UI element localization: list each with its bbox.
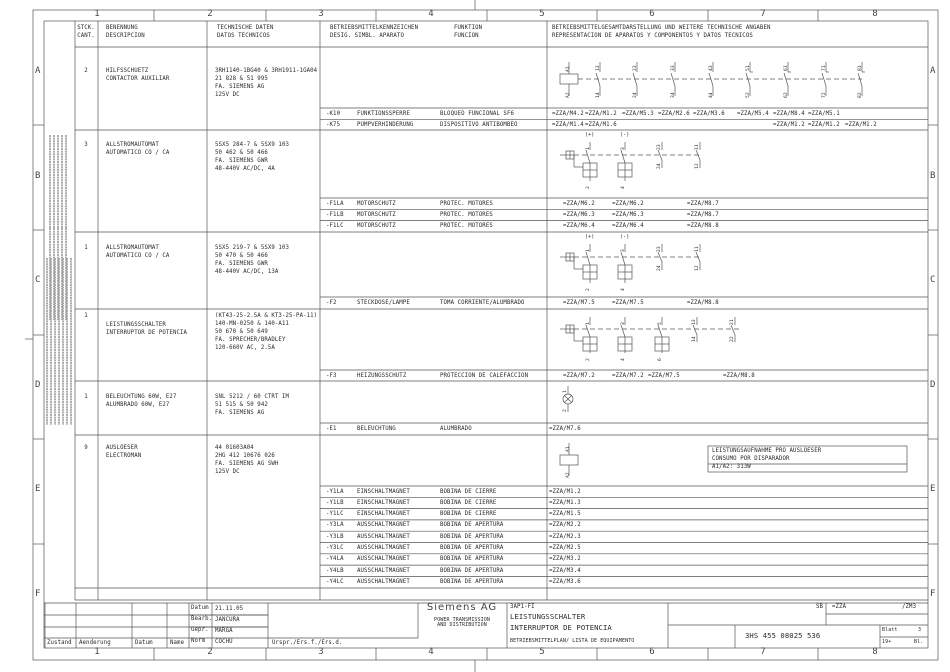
cross-reference: =ZZA/M8.8 [723, 372, 755, 379]
cross-reference: =ZZA/M1.2 [585, 110, 617, 117]
approval-label: Gepr. [191, 627, 209, 633]
column-number: 5 [539, 647, 545, 657]
coil-symbol [560, 74, 578, 84]
device-designation: -Y3LC [326, 545, 344, 551]
rule-line [586, 252, 590, 265]
item-description: ALLSTROMAUTOMAT [106, 142, 159, 148]
info-box-text: A1/A2: 313W [712, 464, 751, 471]
terminal-label: 34 [671, 92, 676, 98]
cross-reference: =ZZA/M7.5 [612, 299, 644, 306]
item-tech-data: 51 515 & 50 942 [215, 402, 268, 408]
item-quantity: 1 [84, 245, 88, 251]
column-number: 2 [207, 9, 213, 19]
terminal-label: 24 [657, 163, 662, 169]
terminal-label: 24 [657, 265, 662, 271]
cross-reference: =ZZA/M1.5 [549, 511, 581, 518]
terminal-label: 51 [746, 65, 751, 71]
header-function: FUNCION [454, 33, 479, 39]
header-tech-data: TECHNISCHE DATEN [217, 25, 274, 31]
terminal-label: 14 [596, 92, 601, 98]
no-contact-symbol [633, 73, 637, 86]
device-function-de: EINSCHALTMAGNET [357, 488, 410, 495]
item-tech-data: FA. SIEMENS GWR [215, 261, 268, 267]
device-function-de: AUSSCHALTMAGNET [357, 533, 410, 540]
device-designation: -F1LC [326, 223, 344, 230]
cross-reference: =ZZA/M1.6 [585, 121, 617, 128]
cross-reference: =ZZA/M7.6 [549, 425, 581, 432]
item-tech-data: 125V DC [215, 469, 240, 475]
device-designation: -E1 [326, 425, 337, 432]
row-letter: E [35, 484, 41, 494]
row-letter: B [35, 171, 41, 181]
item-tech-data: 48-440V AC/DC, 4A [215, 166, 275, 172]
item-tech-data: FA. SIEMENS AG [215, 84, 265, 90]
drawing-number: 3HS 455 08025 536 [745, 631, 821, 640]
cross-reference: =ZZA/M6.4 [563, 223, 595, 230]
item-tech-data: FA. SIEMENS AG SWH [215, 461, 279, 467]
item-tech-data: 5SX5 284-7 & 5SX9 103 [215, 142, 290, 148]
rule-line [586, 325, 590, 337]
column-number: 3 [318, 9, 324, 19]
device-function-es: BOBINA DE CIERRE [440, 488, 497, 495]
cross-reference: =ZZA/M7.2 [563, 372, 595, 379]
device-designation: -Y1LC [326, 511, 344, 518]
device-designation: -F1LB [326, 211, 344, 218]
rule-line [621, 150, 625, 163]
sheet-label: Blatt [882, 627, 898, 633]
row-letter: E [930, 484, 936, 494]
cross-reference: =ZZA/M1.2 [845, 121, 877, 128]
no-contact-symbol [709, 73, 713, 86]
approval-label: Norm [191, 638, 206, 644]
revision-label: Name [170, 640, 185, 646]
device-function-de: MOTORSCHUTZ [357, 223, 396, 230]
approval-value: 21.11.05 [215, 605, 244, 612]
device-function-es: BOBINA DE CIERRE [440, 511, 497, 518]
cross-reference: =ZZA/M3.6 [693, 110, 725, 117]
info-box-text: CONSUMO POR DISPARADOR [712, 455, 790, 462]
sheet-number: 3 [918, 627, 922, 633]
rule-line [693, 325, 697, 335]
item-tech-data: 50 670 & 50 649 [215, 329, 268, 335]
item-tech-data: 125V DC [215, 92, 240, 98]
terminal-label: 12 [695, 265, 700, 271]
item-tech-data: FA. SIEMENS AG [215, 410, 265, 416]
device-function-es: PROTEC. MOTORES [440, 211, 493, 218]
column-number: 1 [94, 647, 100, 657]
device-function-es: BOBINA DE APERTURA [440, 578, 504, 585]
terminal-label: 52 [746, 92, 751, 98]
item-tech-data: 44 01603A04 [215, 445, 254, 451]
terminal-label: 1 [586, 322, 591, 325]
device-function-de: BELEUCHTUNG [357, 425, 396, 432]
approval-value: COCHU [215, 638, 233, 645]
header-description: BENENNUNG [106, 25, 138, 31]
terminal-label: 24 [633, 92, 638, 98]
terminal-label: A2 [566, 92, 571, 98]
device-function-de: MOTORSCHUTZ [357, 200, 396, 207]
item-description: INTERRUPTOR DE POTENCIA [106, 330, 188, 336]
device-function-de: HEIZUNGSSCHUTZ [357, 372, 407, 379]
no-contact-symbol [671, 73, 675, 86]
cross-reference: =ZZA/M1.3 [549, 499, 581, 506]
column-number: 8 [872, 9, 878, 19]
row-letter: A [35, 66, 41, 76]
drawing-title-code: 3AP1-FI [510, 604, 535, 610]
header-qty: CANT. [77, 33, 95, 39]
column-number: 4 [428, 647, 434, 657]
terminal-label: 22 [730, 336, 735, 342]
cross-reference: =ZZA/M3.2 [549, 556, 581, 563]
item-description: CONTACTOR AUXILIAR [106, 76, 170, 82]
terminal-label: A1 [566, 66, 571, 72]
device-function-es: BOBINA DE APERTURA [440, 556, 504, 563]
terminal-label: 2 [586, 358, 591, 361]
row-letter: A [930, 66, 936, 76]
approval-label: Bearb. [191, 616, 213, 622]
header-designation: DESIG. SIMBL. APARATO [330, 33, 405, 39]
company-division: POWER TRANSMISSION [434, 617, 490, 623]
device-designation: -Y3LA [326, 522, 344, 529]
header-description: DESCRIPCION [106, 33, 145, 39]
item-quantity: 2 [84, 68, 88, 74]
header-designation: BETRIEBSMITTELKENNZEICHEN [330, 25, 419, 31]
cross-reference: =ZZA/M1.4 [552, 121, 584, 128]
terminal-label: 4 [621, 288, 626, 291]
cross-reference: =ZZA/M6.4 [612, 223, 644, 230]
cross-reference: =ZZA/M8.7 [687, 200, 719, 207]
item-description: LEISTUNGSSCHALTER [106, 322, 166, 328]
polarity-label: (-) [620, 234, 630, 240]
terminal-label: 13 [596, 65, 601, 71]
terminal-label: 5 [658, 322, 663, 325]
cross-reference: =ZZA/M2.5 [549, 545, 581, 551]
item-tech-data: 5SX5 219-7 & 5SX9 103 [215, 245, 290, 251]
cross-reference: =ZZA/M8.4 [773, 110, 805, 117]
terminal-label: 13 [692, 319, 697, 325]
item-tech-data: 140-MN-0250 & 140-A11 [215, 321, 290, 327]
device-function-de: AUSSCHALTMAGNET [357, 545, 410, 551]
terminal-label: 43 [709, 65, 714, 71]
device-function-de: AUSSCHALTMAGNET [357, 578, 410, 585]
rule-line [621, 252, 625, 265]
header-qty: STCK. [77, 25, 95, 31]
device-designation: -Y3LB [326, 533, 344, 540]
cross-reference: =ZZA/M6.3 [563, 211, 595, 218]
device-function-de: AUSSCHALTMAGNET [357, 567, 410, 574]
rule-line [731, 325, 735, 335]
item-description: AUTOMATICO CO / CA [106, 150, 170, 156]
cross-reference: =ZZA/M1.2 [549, 488, 581, 495]
item-tech-data: FA. SPRECHER/BRADLEY [215, 337, 286, 343]
terminal-label: 2 [586, 186, 591, 189]
cross-reference: =ZZA/M3.6 [549, 578, 581, 585]
item-quantity: 1 [84, 394, 88, 400]
sheets-total: 19+ [882, 639, 892, 645]
cross-reference: =ZZA/M7.5 [563, 299, 595, 306]
terminal-label: 4 [621, 358, 626, 361]
cross-reference: =ZZA/M3.4 [549, 567, 581, 574]
column-number: 4 [428, 9, 434, 19]
terminal-label: 1 [563, 390, 568, 393]
terminal-label: 12 [695, 163, 700, 169]
cross-reference: =ZZA/M5.1 [808, 110, 840, 117]
approval-label: Datum [191, 605, 209, 611]
device-function-es: BOBINA DE APERTURA [440, 522, 504, 529]
cross-reference: =ZZA/M6.2 [563, 200, 595, 207]
header-tech-data: DATOS TECHNICOS [217, 33, 270, 39]
terminal-label: 23 [657, 246, 662, 252]
terminal-label: 14 [692, 336, 697, 342]
cross-reference: =ZZA/M5.4 [737, 110, 769, 117]
device-function-es: BOBINA DE CIERRE [440, 499, 497, 506]
device-function-es: ALUMBRADO [440, 425, 472, 432]
item-tech-data: 50 462 & 50 466 [215, 150, 268, 156]
terminal-label: 82 [858, 92, 863, 98]
column-number: 6 [649, 647, 655, 657]
revision-label: Datum [135, 640, 153, 646]
terminal-label: 11 [695, 246, 700, 252]
device-function-de: MOTORSCHUTZ [357, 211, 396, 218]
item-quantity: 3 [84, 142, 88, 148]
nc-contact-symbol [822, 73, 826, 86]
revision-label: Aenderung [79, 640, 111, 646]
row-letter: F [35, 589, 41, 599]
column-number: 6 [649, 9, 655, 19]
approval-value: JANCURA [215, 616, 240, 623]
column-number: 7 [760, 9, 766, 19]
terminal-label: 2 [586, 288, 591, 291]
device-function-de: AUSSCHALTMAGNET [357, 522, 410, 529]
device-function-es: TOMA CORRIENTE/ALUMBRADO [440, 299, 525, 306]
cross-reference: =ZZA/M1.2 [773, 121, 805, 128]
cross-reference: =ZZA/M7.2 [612, 372, 644, 379]
device-function-es: BLOQUEO FUNCIONAL SF6 [440, 110, 515, 117]
item-tech-data: FA. SIEMENS GWR [215, 158, 268, 164]
rule-line [621, 325, 625, 337]
device-designation: -Y1LB [326, 499, 344, 506]
location-designation: /ZM3 [902, 604, 917, 610]
item-tech-data: 120-660V AC, 2.5A [215, 345, 275, 351]
device-function-es: PROTEC. MOTORES [440, 223, 493, 230]
terminal-label: 2 [563, 409, 568, 412]
item-description: BELEUCHTUNG 60W, E27 [106, 394, 177, 400]
item-tech-data: 48-440V AC/DC, 13A [215, 269, 279, 275]
device-function-de: AUSSCHALTMAGNET [357, 556, 410, 563]
item-description: ALUMBRADO 60W, E27 [106, 402, 170, 408]
device-designation: -Y1LA [326, 488, 344, 495]
item-description: ALLSTROMAUTOMAT [106, 245, 159, 251]
device-function-es: PROTECCION DE CALEFACCION [440, 372, 529, 379]
item-tech-data: 2HG 412 10676 026 [215, 453, 275, 459]
row-letter: B [930, 171, 936, 181]
device-designation: -F3 [326, 372, 337, 379]
nc-contact-symbol [784, 73, 788, 86]
column-number: 2 [207, 647, 213, 657]
item-tech-data: SNL 5212 / 60 CTRT IM [215, 394, 290, 400]
company-logo: Siemens AG [426, 602, 498, 613]
sb-label: SB [816, 604, 824, 610]
device-designation: -F2 [326, 299, 337, 306]
terminal-label: 3 [621, 147, 626, 150]
device-function-de: EINSCHALTMAGNET [357, 499, 410, 506]
column-number: 5 [539, 9, 545, 19]
terminal-label: 61 [784, 65, 789, 71]
rule-line [658, 325, 662, 337]
item-quantity: 9 [84, 445, 88, 451]
cross-reference: =ZZA/M7.5 [648, 372, 680, 379]
terminal-label: 11 [695, 144, 700, 150]
row-letter: D [930, 380, 936, 390]
device-designation: -K75 [326, 121, 341, 128]
revision-label: Zustand [47, 640, 72, 646]
device-function-es: BOBINA DE APERTURA [440, 533, 504, 540]
row-letter: F [930, 589, 936, 599]
column-number: 1 [94, 9, 100, 19]
terminal-label: 23 [633, 65, 638, 71]
origin-label: Urspr./Ers.f./Ers.d. [272, 640, 343, 646]
terminal-label: 33 [671, 65, 676, 71]
polarity-label: (-) [620, 132, 630, 138]
drawing-subtitle: BETRIEBSMITTELPLAN/ LISTA DE EQUIPAMENTO [510, 638, 635, 644]
device-function-de: PUMPVERHINDERUNG [357, 121, 414, 128]
item-description: HILFSSCHUETZ [106, 68, 149, 74]
row-letter: C [35, 275, 41, 285]
device-designation: -Y4LB [326, 567, 344, 574]
item-tech-data: 3RH1140-1BG40 & 3RH1911-1GA04 [215, 68, 318, 74]
drawing-title: INTERRUPTOR DE POTENCIA [510, 623, 612, 632]
item-tech-data: (KT43-25-2.5A & KT3-25-PA-11) [215, 313, 318, 319]
device-function-de: FUNKTIONSSPERRE [357, 110, 410, 117]
column-number: 3 [318, 647, 324, 657]
device-designation: -Y4LC [326, 578, 344, 585]
cross-reference: =ZZA/M5.3 [622, 110, 654, 117]
no-contact-symbol [596, 73, 600, 86]
cross-reference: =ZZA/M6.2 [612, 200, 644, 207]
header-representation: BETRIEBSMITTELGESAMTDARSTELLUNG UND WEITERE TECHNISCHE ANGABEN [552, 25, 771, 31]
nc-contact-symbol [746, 73, 750, 86]
terminal-label: A2 [566, 472, 571, 478]
sheets-label: Bl. [914, 639, 924, 645]
device-function-es: PROTEC. MOTORES [440, 200, 493, 207]
drawing-title: LEISTUNGSSCHALTER [510, 612, 586, 621]
terminal-label: A1 [566, 446, 571, 452]
cross-reference: =ZZA/M8.7 [687, 211, 719, 218]
device-function-es: DISPOSITIVO ANTIBOMBEO [440, 121, 518, 128]
item-description: ELECTROMAN [106, 453, 142, 459]
item-quantity: 1 [84, 313, 88, 319]
cross-reference: =ZZA/M2.6 [658, 110, 690, 117]
coil-symbol [560, 455, 578, 465]
terminal-label: 71 [822, 65, 827, 71]
item-tech-data: 50 470 & 50 466 [215, 253, 268, 259]
terminal-label: 62 [784, 92, 789, 98]
terminal-label: 1 [586, 249, 591, 252]
item-description: AUSLOESER [106, 445, 138, 451]
terminal-label: 3 [621, 322, 626, 325]
terminal-label: 81 [858, 65, 863, 71]
cross-reference: =ZZA/M8.8 [687, 299, 719, 306]
device-designation: -K10 [326, 110, 341, 117]
device-function-de: STECKDOSE/LAMPE [357, 299, 410, 306]
device-function-es: BOBINA DE APERTURA [440, 545, 504, 551]
plant-designation: =ZZA [832, 604, 847, 610]
column-number: 8 [872, 647, 878, 657]
row-letter: C [930, 275, 936, 285]
terminal-label: 44 [709, 92, 714, 98]
cross-reference: =ZZA/M4.2 [552, 110, 584, 117]
terminal-label: 23 [657, 144, 662, 150]
polarity-label: (+) [585, 234, 595, 240]
terminal-label: 1 [586, 147, 591, 150]
device-function-es: BOBINA DE APERTURA [440, 567, 504, 574]
terminal-label: 3 [621, 249, 626, 252]
cross-reference: =ZZA/M2.3 [549, 533, 581, 540]
cross-reference: =ZZA/M6.3 [612, 211, 644, 218]
terminal-label: 6 [658, 358, 663, 361]
header-representation: REPRESENTACION DE APARATOS Y COMPONENTOS Y DATOS TECNICOS [552, 33, 753, 39]
cross-reference: =ZZA/M2.2 [549, 522, 581, 529]
device-designation: -F1LA [326, 200, 344, 207]
terminal-label: 4 [621, 186, 626, 189]
polarity-label: (+) [585, 132, 595, 138]
approval-value: MARGA [215, 627, 233, 634]
terminal-label: 72 [822, 92, 827, 98]
column-number: 7 [760, 647, 766, 657]
nc-contact-symbol [858, 73, 862, 86]
rule-line [586, 150, 590, 163]
cross-reference: =ZZA/M1.2 [808, 121, 840, 128]
item-tech-data: 21 828 & 51 995 [215, 76, 268, 82]
info-box-text: LEISTUNGSAUFNAHME PRO AUSLOESER [712, 447, 822, 454]
terminal-label: 21 [730, 319, 735, 325]
device-function-de: EINSCHALTMAGNET [357, 511, 410, 518]
device-designation: -Y4LA [326, 556, 344, 563]
row-letter: D [35, 380, 41, 390]
company-division: AND DISTRIBUTION [437, 622, 487, 628]
cross-reference: =ZZA/M8.8 [687, 223, 719, 230]
item-description: AUTOMATICO CO / CA [106, 253, 170, 259]
header-function: FUNKTION [454, 25, 483, 31]
